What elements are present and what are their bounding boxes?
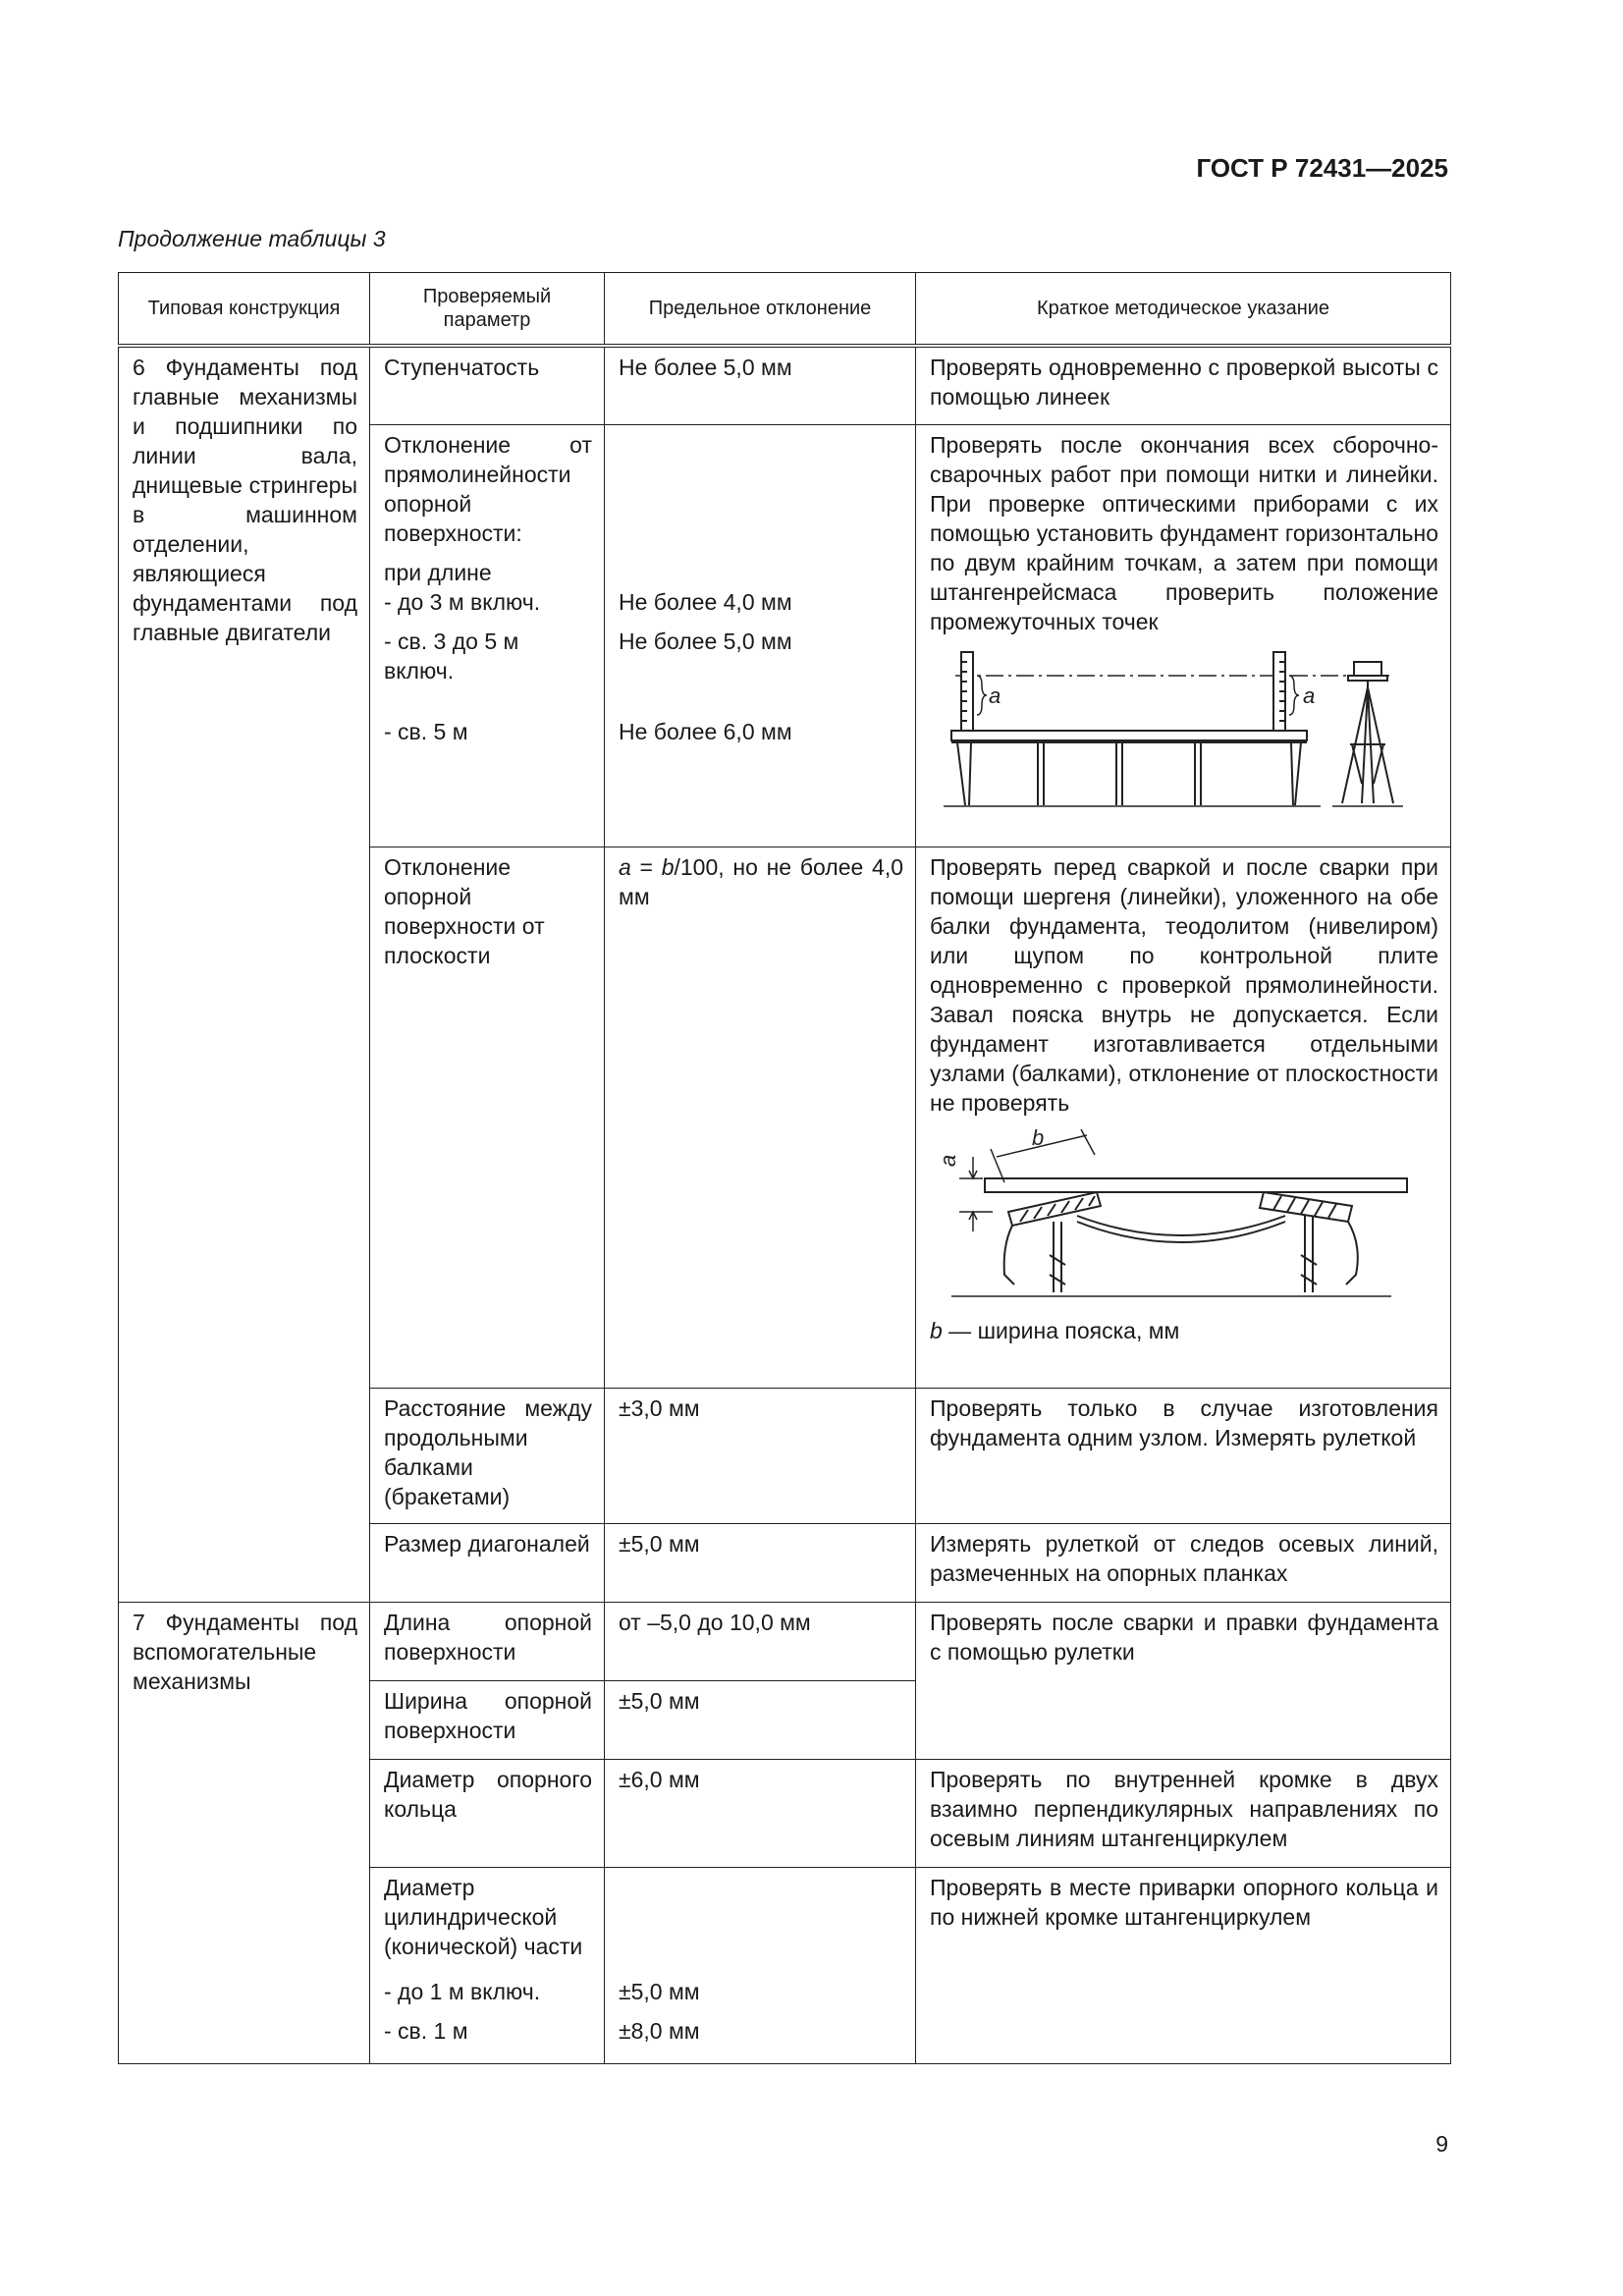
- param-cell: Диаметр опорного кольца: [370, 1759, 605, 1867]
- param-sub-1: - до 3 м включ.: [384, 588, 541, 615]
- table-header-row: [119, 273, 1451, 347]
- construction-cell-6: 6 Фундаменты под главные механизмы и подшипники по линии вала, днищевые стрингеры в машинном отделении, являющиеся фундаментами под главные двигатели: [119, 346, 370, 1602]
- document-code: ГОСТ Р 72431—2025: [1196, 153, 1448, 183]
- table-row: [119, 346, 1451, 424]
- deviation-cell: ±5,0 мм: [605, 1523, 916, 1602]
- header-deviation: Предельное отклонение: [605, 273, 916, 347]
- param-cell: Ширина опорной поверхности: [370, 1680, 605, 1759]
- straightness-diagram: [930, 646, 1421, 813]
- tolerance-table: [118, 272, 1451, 2064]
- table-row: [119, 1602, 1451, 1680]
- deviation-sub-1: Не более 4,0 мм: [619, 588, 792, 615]
- deviation-cell: ±5,0 мм: [605, 1680, 916, 1759]
- page-number: 9: [1435, 2131, 1448, 2157]
- method-text: Проверять после окончания всех сборочно-сварочных работ при помощи нитки и линейки. При проверке оптическими приборами с их помощью установить фундамент горизонтально по двум крайним точкам, а затем при помощи штангенрейсмаса проверить положение промежуточных точек: [930, 431, 1438, 634]
- param-cell: Длина опорной поверхности: [370, 1602, 605, 1680]
- header-construction: Типовая конструкция: [119, 273, 370, 347]
- deviation-cell: [605, 424, 916, 847]
- method-cell: Проверять только в случае изготовления фундамента одним узлом. Измерять рулеткой: [916, 1388, 1451, 1523]
- param-cell: Расстояние между продольными балками (бракетами): [370, 1388, 605, 1523]
- deviation-cell: Не более 5,0 мм: [605, 346, 916, 424]
- deviation-cell: от –5,0 до 10,0 мм: [605, 1602, 916, 1680]
- label-b: b: [1032, 1126, 1045, 1150]
- method-cell: Проверять по внутренней кромке в двух взаимно перпендикулярных направлениях по осевым линиям штангенциркулем: [916, 1759, 1451, 1867]
- param-sub-2: - св. 1 м: [384, 2017, 468, 2044]
- dev-rest: /100, но не более 4,0 мм: [619, 853, 904, 909]
- deviation-cell: [605, 1867, 916, 2063]
- construction-cell-7: 7 Фундаменты под вспомогательные механизмы: [119, 1602, 370, 2063]
- method-cell: Проверять одновременно с проверкой высоты с помощью линеек: [916, 346, 1451, 424]
- param-text: Диаметр цилиндрической (конической) части: [384, 1874, 583, 1959]
- dev-symbol-a: a: [619, 853, 631, 880]
- method-cell: [916, 424, 1451, 847]
- deviation-cell: ±6,0 мм: [605, 1759, 916, 1867]
- method-cell: Проверять в месте приварки опорного кольца и по нижней кромке штангенциркулем: [916, 1867, 1451, 2063]
- note-symbol-b: b: [930, 1317, 943, 1343]
- method-cell: Проверять после сварки и правки фундамента с помощью рулетки: [916, 1602, 1451, 1759]
- param-text: Отклонение от прямолинейности опорной поверхности:: [384, 431, 592, 546]
- deviation-cell: [605, 847, 916, 1388]
- param-cell: Отклонение опорной поверхности от плоскости: [370, 847, 605, 1388]
- header-parameter: Проверяемый параметр: [370, 273, 605, 347]
- param-sub-2: - св. 3 до 5 м включ.: [384, 628, 519, 683]
- deviation-sub-2: ±8,0 мм: [619, 2017, 700, 2044]
- header-method: Краткое методическое указание: [916, 273, 1451, 347]
- dev-eq: =: [630, 853, 662, 880]
- method-cell: Измерять рулеткой от следов осевых линий, размеченных на опорных планках: [916, 1523, 1451, 1602]
- param-sub-1: - до 1 м включ.: [384, 1978, 541, 2004]
- param-cell: [370, 1867, 605, 2063]
- label-a-right: a: [1303, 683, 1316, 708]
- param-cell: Ступенчатость: [370, 346, 605, 424]
- deviation-cell: ±3,0 мм: [605, 1388, 916, 1523]
- param-cell: [370, 424, 605, 847]
- table-continuation-caption: Продолжение таблицы 3: [118, 226, 386, 251]
- method-cell: [916, 847, 1451, 1388]
- label-a-left: a: [989, 683, 1001, 708]
- method-text: Проверять перед сваркой и после сварки при помощи шергеня (линейки), уложенного на обе балки фундамента, теодолитом (нивелиром) или щупом по контрольной плите одновременно с проверкой прямолинейности. Завал пояска внутрь не допускается. Если фундамент изготавливается отдельными узлами (балками), отклонение от плоскостности не проверять: [930, 853, 1438, 1116]
- param-sub-3: - св. 5 м: [384, 718, 468, 744]
- dev-symbol-b: b: [661, 853, 675, 880]
- param-cell: Размер диагоналей: [370, 1523, 605, 1602]
- deviation-sub-1: ±5,0 мм: [619, 1978, 700, 2004]
- deviation-sub-3: Не более 6,0 мм: [619, 718, 792, 744]
- param-length-label: при длине: [384, 559, 492, 585]
- deviation-sub-2: Не более 5,0 мм: [619, 628, 792, 654]
- flange-note: [930, 1316, 1438, 1345]
- flatness-diagram: [930, 1127, 1421, 1314]
- label-a: a: [936, 1154, 960, 1167]
- note-text: — ширина пояска, мм: [942, 1317, 1180, 1343]
